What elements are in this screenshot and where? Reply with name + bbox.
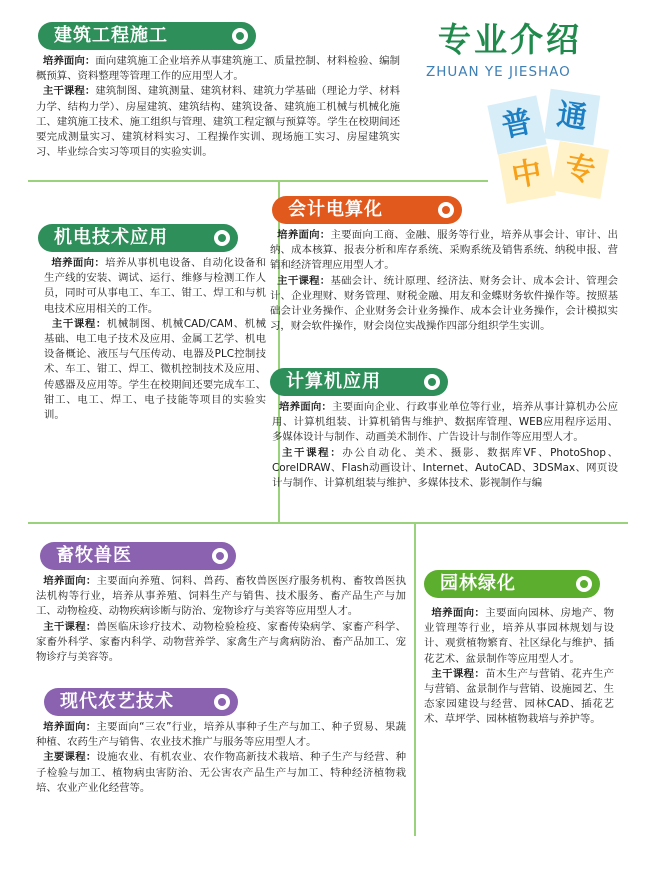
section-title-yuanlin: 园林绿化 bbox=[424, 570, 600, 598]
section-title-jianzhu: 建筑工程施工 bbox=[38, 22, 256, 50]
section-body-kuaiji: 培养面向：主要面向工商、金融、服务等行业，培养从事会计、审计、出纳、成本核算、报表分析和库存系统、采购系统及销售系统、纳税申报、营销和经济管理应用型人才。 主干课程：基础会计、统计原理、经济法、财务会计、成本会计、管理会计、企业理财、财务管理、财税金融、用友和金蝶财务软件操作等。按照基础会计业务操作、企业财务会计业务操作、成本会计业务操作，会计模拟实习，财会软件操作，财会岗位实战操作四部分组织学生实训。 bbox=[270, 229, 619, 333]
page-title: 专业介绍 bbox=[438, 20, 582, 59]
section-title-nongyi: 现代农艺技术 bbox=[44, 688, 238, 716]
section-title-jidian: 机电技术应用 bbox=[38, 224, 238, 252]
section-title-kuaiji: 会计电算化 bbox=[272, 196, 462, 224]
badge-tong: 通 bbox=[544, 89, 600, 145]
page-subtitle: ZHUAN YE JIESHAO bbox=[426, 64, 571, 80]
badge-zhong: 中 bbox=[498, 146, 556, 204]
section-title-jisuanji: 计算机应用 bbox=[270, 368, 448, 396]
divider-v2 bbox=[414, 524, 416, 836]
section-body-nongyi: 培养面向：主要面向“三农”行业，培养从事种子生产与加工、种子贸易、果蔬种植、农药生产与销售、农业技术推广与服务等应用型人才。 主要课程：设施农业、有机农业、农作物高新技术栽培、种子生产与经营、种子检验与加工、植物病虫害防治、无公害农产品生产与加工、特种经济植物栽培、农业产业化经营等。 bbox=[36, 721, 407, 794]
section-body-xumu: 培养面向：主要面向养殖、饲料、兽药、畜牧兽医医疗服务机构、畜牧兽医执法机构等行业，培养从事养殖、饲料生产与销售、技术服务、畜产品生产与加工、动物检疫、动物疾病诊断与防治、宠物诊疗与美容等应用型人才。 主干课程：兽医临床诊疗技术、动物检验检疫、家畜传染病学、家畜产科学、家畜外科学、家畜内科学、动物营养学、家禽生产与禽病防治、畜产品加工、宠物诊疗与美容等。 bbox=[36, 575, 407, 664]
section-body-yuanlin: 培养面向：主要面向园林、房地产、物业管理等行业，培养从事园林规划与设计、观赏植物繁育、社区绿化与维护、插花艺术、盆景制作等应用型人才。 主干课程：苗木生产与营销、花卉生产与营销、盆景制作与营销、设施园艺、生态家园建设与经营、园林CAD、插花艺术、草坪学、园林植物栽培与养护等。 bbox=[424, 607, 614, 726]
section-title-xumu: 畜牧兽医 bbox=[40, 542, 236, 570]
divider-h1 bbox=[28, 180, 488, 182]
badge-pu: 普 bbox=[487, 95, 546, 154]
divider-h2 bbox=[28, 522, 628, 524]
section-body-jidian: 培养面向：培养从事机电设备、自动化设备和生产线的安装、调试、运行、维修与检测工作人员，同时可从事电工、车工、钳工、焊工和与机电技术应用相关的工作。 主干课程：机械制图、机械CAD/CAM、机械基础、电工电子技术及应用、金属工艺学、机电设备概论、液压与气压传动、电器及PLC控制技术、车工、钳工、焊工、微机控制技术及应用、传感器及应用等。学生在校期间还要完成车工、钳工、电工、焊工、电子技能等项目的实验实训。 bbox=[44, 257, 267, 422]
badge-zhuan: 专 bbox=[551, 141, 609, 199]
section-body-jianzhu: 培养面向：面向建筑施工企业培养从事建筑施工、质量控制、材料检验、编制概预算、资料整理等管理工作的应用型人才。 主干课程：建筑制图、建筑测量、建筑材料、建筑力学基础（理论力学、材料力学、结构力学）、房屋建筑、建筑结构、建筑设备、建筑施工机械与机械化施工、建筑施工技术、施工组织与管理、建筑工程定额与预算等。学生在校期间还要完成测量实习、建筑材料实习、工程操作实训、现场施工实习、房屋建筑实习、毕业综合实习等项目的实验实训。 bbox=[36, 55, 401, 159]
section-body-jisuanji: 培养面向：主要面向企业、行政事业单位等行业，培养从事计算机办公应用、计算机组装、计算机销售与维护、数据库管理、WEB应用程序运用、多媒体设计与制作、动画美术制作、广告设计与制作等应用型人才。 主干课程：办公自动化、美术、摄影、数据库VF、PhotoShop、CorelDRAW、Flash动画设计、Internet、AutoCAD、3DSMax、网页设计与制作、计算机组装与维护、多媒体技术、影视制作与编 bbox=[272, 401, 619, 490]
